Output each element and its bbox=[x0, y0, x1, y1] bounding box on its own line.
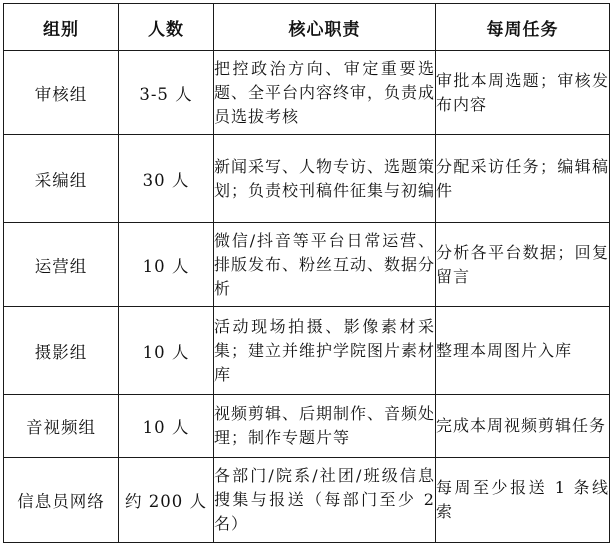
cell-duty: 把控政治方向、审定重要选题、全平台内容终审，负责成员选拔考核 bbox=[214, 51, 436, 135]
table-row bbox=[4, 307, 610, 395]
table-row bbox=[4, 223, 610, 307]
cell-group: 审核组 bbox=[4, 51, 119, 135]
header-group: 组别 bbox=[4, 4, 119, 51]
cell-count: 10 人 bbox=[119, 395, 214, 458]
table-row bbox=[4, 51, 610, 135]
cell-weekly: 完成本周视频剪辑任务 bbox=[436, 395, 610, 458]
cell-weekly: 分析各平台数据；回复留言 bbox=[436, 223, 610, 307]
cell-duty: 新闻采写、人物专访、选题策划；负责校刊稿件征集与初编 bbox=[214, 135, 436, 223]
cell-group: 采编组 bbox=[4, 135, 119, 223]
table-row bbox=[4, 395, 610, 458]
header-duty: 核心职责 bbox=[214, 4, 436, 51]
team-roles-table bbox=[3, 3, 610, 543]
cell-duty: 微信/抖音等平台日常运营、排版发布、粉丝互动、数据分析 bbox=[214, 223, 436, 307]
cell-group: 摄影组 bbox=[4, 307, 119, 395]
cell-weekly: 整理本周图片入库 bbox=[436, 307, 610, 395]
cell-duty: 各部门/院系/社团/班级信息搜集与报送（每部门至少 2 名） bbox=[214, 458, 436, 543]
cell-weekly: 审批本周选题；审核发布内容 bbox=[436, 51, 610, 135]
cell-group: 信息员网络 bbox=[4, 458, 119, 543]
cell-duty: 视频剪辑、后期制作、音频处理；制作专题片等 bbox=[214, 395, 436, 458]
cell-count: 约 200 人 bbox=[119, 458, 214, 543]
cell-count: 3-5 人 bbox=[119, 51, 214, 135]
cell-group: 运营组 bbox=[4, 223, 119, 307]
cell-count: 10 人 bbox=[119, 223, 214, 307]
cell-weekly: 分配采访任务；编辑稿件 bbox=[436, 135, 610, 223]
table-header-row bbox=[4, 4, 610, 51]
table-row bbox=[4, 458, 610, 543]
header-count: 人数 bbox=[119, 4, 214, 51]
cell-duty: 活动现场拍摄、影像素材采集；建立并维护学院图片素材库 bbox=[214, 307, 436, 395]
header-weekly: 每周任务 bbox=[436, 4, 610, 51]
cell-count: 30 人 bbox=[119, 135, 214, 223]
cell-count: 10 人 bbox=[119, 307, 214, 395]
cell-weekly: 每周至少报送 1 条线索 bbox=[436, 458, 610, 543]
table-row bbox=[4, 135, 610, 223]
cell-group: 音视频组 bbox=[4, 395, 119, 458]
